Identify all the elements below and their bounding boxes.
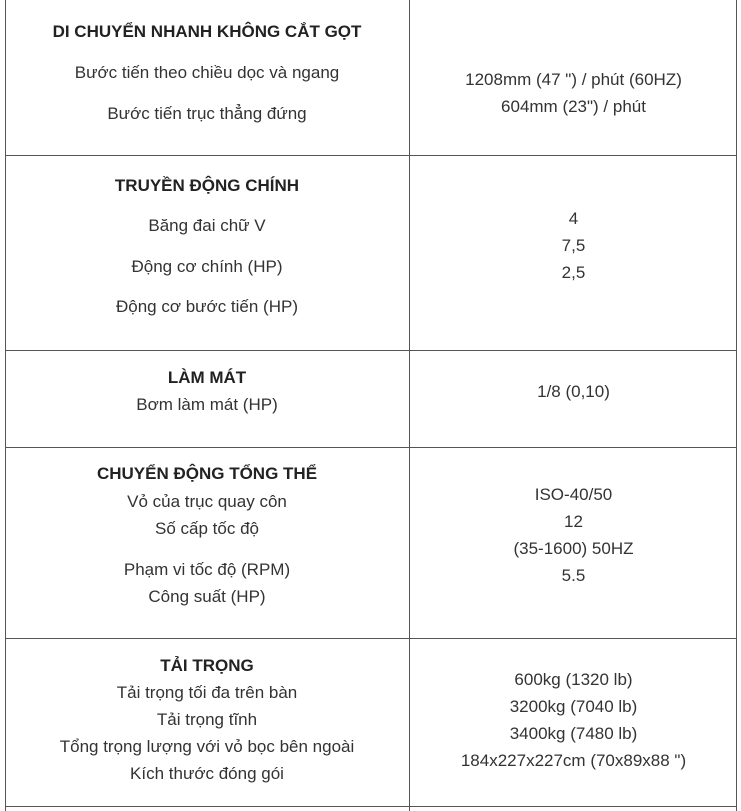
spec-label: Vỏ của trục quay côn <box>127 492 287 511</box>
spec-label: Tổng trọng lượng với vỏ bọc bên ngoài <box>59 737 355 756</box>
spec-label: Tải trọng tĩnh <box>156 710 258 729</box>
spec-value: 3400kg (7480 lb) <box>509 724 638 743</box>
spec-value: 604mm (23") / phút <box>501 97 646 116</box>
spec-value: 4 <box>568 209 579 228</box>
spec-value-cell <box>410 156 737 350</box>
spec-label: Động cơ chính (HP) <box>131 257 283 276</box>
spec-label: Kích thước đóng gói <box>130 764 284 783</box>
spec-value: 12 <box>564 512 583 531</box>
spec-value-cell <box>410 639 737 806</box>
spec-value-cell <box>410 351 737 447</box>
table-row <box>5 639 737 806</box>
section-heading: TRUYỀN ĐỘNG CHÍNH <box>114 176 300 195</box>
spec-value: (35-1600) 50HZ <box>513 539 634 558</box>
section-heading: LÀM MÁT <box>167 368 247 387</box>
spec-label: Phạm vi tốc độ (RPM) <box>123 560 291 579</box>
spec-label: Bơm làm mát (HP) <box>136 395 278 414</box>
spec-value: ISO-40/50 <box>534 485 613 504</box>
spec-label: Số cấp tốc độ <box>155 519 259 538</box>
spec-label: Bước tiến theo chiều dọc và ngang <box>74 63 340 82</box>
spec-label-cell <box>5 0 409 155</box>
row-divider <box>5 806 737 807</box>
spec-label-cell <box>5 156 409 350</box>
section-heading: TẢI TRỌNG <box>160 656 254 675</box>
table-row <box>5 156 737 350</box>
spec-label: Tải trọng tối đa trên bàn <box>116 683 298 702</box>
spec-table <box>5 0 737 811</box>
spec-label-cell <box>5 639 409 806</box>
spec-value-cell <box>410 0 737 155</box>
spec-value: 7,5 <box>561 236 586 255</box>
spec-label-cell <box>5 351 409 447</box>
spec-value: 3200kg (7040 lb) <box>509 697 638 716</box>
spec-label: Công suất (HP) <box>148 587 266 606</box>
spec-value: 1/8 (0,10) <box>537 382 610 401</box>
spec-value: 1208mm (47 ") / phút (60HZ) <box>465 70 682 89</box>
section-heading: DI CHUYỂN NHANH KHÔNG CẮT GỌT <box>52 22 362 41</box>
spec-value: 600kg (1320 lb) <box>514 670 633 689</box>
spec-value: 5.5 <box>561 566 586 585</box>
spec-value: 2,5 <box>561 263 586 282</box>
table-row <box>5 448 737 638</box>
spec-label: Động cơ bước tiến (HP) <box>115 297 298 316</box>
table-row <box>5 0 737 155</box>
spec-label: Bước tiến trục thẳng đứng <box>107 104 307 123</box>
spec-label: Băng đai chữ V <box>148 216 266 235</box>
spec-label-cell <box>5 448 409 638</box>
spec-value: 184x227x227cm (70x89x88 ") <box>460 751 687 770</box>
table-row <box>5 351 737 447</box>
section-heading: CHUYỂN ĐỘNG TỔNG THỂ <box>96 464 318 483</box>
spec-value-cell <box>410 448 737 638</box>
